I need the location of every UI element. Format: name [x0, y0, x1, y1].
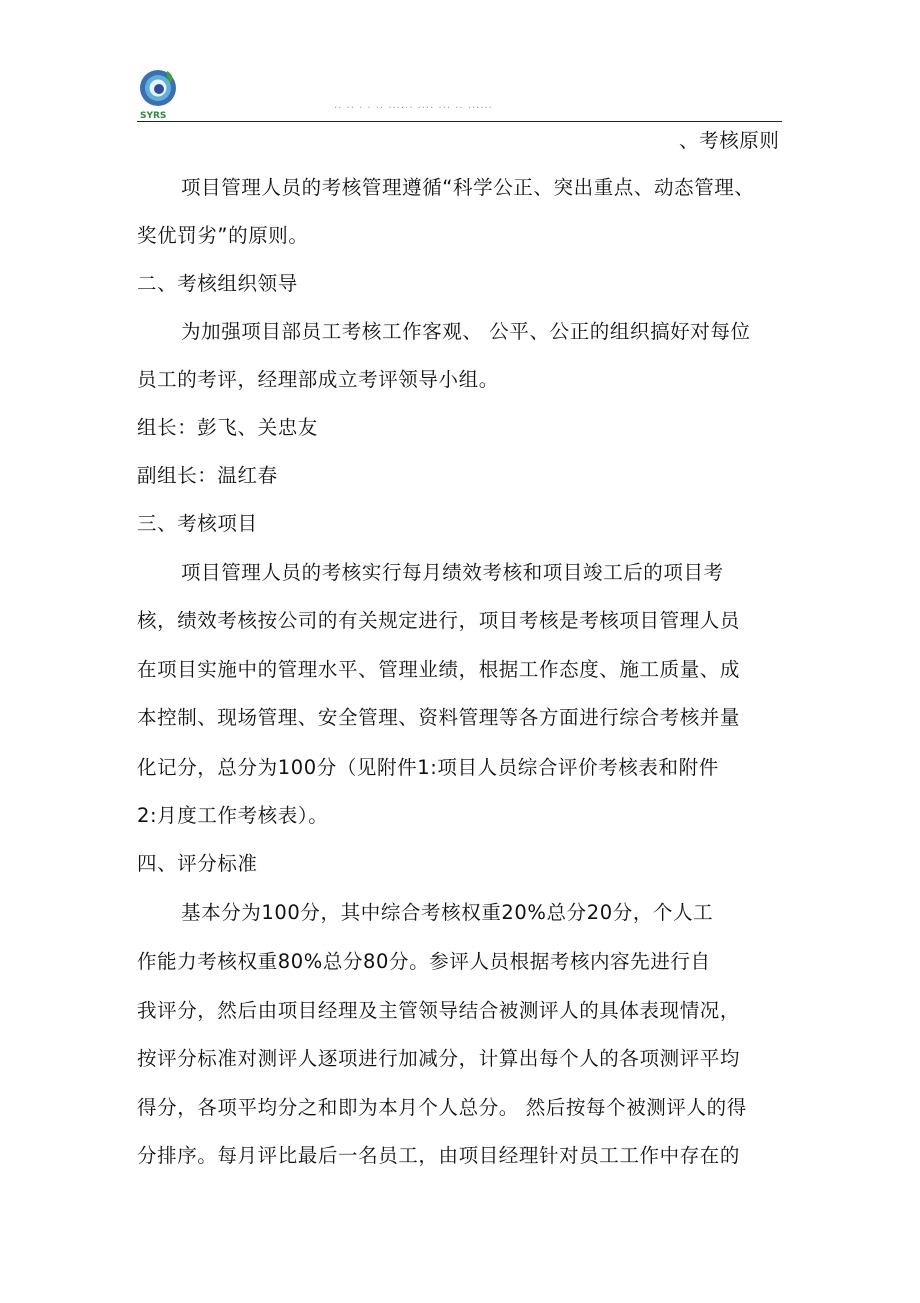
paragraph-line: 本控制、现场管理、安全管理、资料管理等各方面进行综合考核并量: [137, 706, 741, 729]
section-heading-principle: 、考核原则: [679, 129, 780, 152]
paragraph-line: 项目管理人员的考核管理遵循“科学公正、突出重点、动态管理、: [181, 176, 755, 199]
section-heading-items: 三、考核项目: [137, 512, 258, 535]
paragraph-line: 在项目实施中的管理水平、管理业绩，根据工作态度、施工质量、成: [137, 658, 741, 681]
team-leader-line: 组长：彭飞、关忠友: [137, 416, 318, 439]
company-logo-icon: [137, 68, 181, 120]
logo-text: SYRS: [140, 111, 167, 120]
paragraph-line: 基本分为100分，其中综合考核权重20%总分20分，个人工: [181, 901, 714, 924]
paragraph-line: 2:月度工作考核表）。: [137, 804, 329, 827]
header-running-text: ·· ·· · · ·· ······ ···· ··· ·· ······: [334, 103, 493, 114]
paragraph-line: 化记分，总分为100分（见附件1:项目人员综合评价考核表和附件: [137, 756, 719, 779]
deputy-leader-line: 副组长：温红春: [137, 464, 278, 487]
section-heading-scoring: 四、评分标准: [137, 852, 258, 875]
paragraph-line: 作能力考核权重80%总分80分。参评人员根据考核内容先进行自: [137, 950, 711, 973]
paragraph-line: 核，绩效考核按公司的有关规定进行，项目考核是考核项目管理人员: [137, 609, 741, 632]
header-rule: [137, 121, 782, 122]
paragraph-line: 分排序。每月评比最后一名员工，由项目经理针对员工工作中存在的: [137, 1144, 741, 1167]
paragraph-line: 我评分，然后由项目经理及主管领导结合被测评人的具体表现情况，: [137, 999, 741, 1022]
paragraph-line: 奖优罚劣”的原则。: [137, 224, 309, 247]
paragraph-line: 得分，各项平均分之和即为本月个人总分。 然后按每个被测评人的得: [137, 1096, 747, 1119]
section-heading-organization: 二、考核组织领导: [137, 272, 298, 295]
paragraph-line: 项目管理人员的考核实行每月绩效考核和项目竣工后的项目考: [181, 561, 724, 584]
paragraph-line: 员工的考评，经理部成立考评领导小组。: [137, 368, 499, 391]
paragraph-line: 按评分标准对测评人逐项进行加减分，计算出每个人的各项测评平均: [137, 1047, 741, 1070]
paragraph-line: 为加强项目部员工考核工作客观、 公平、公正的组织搞好对每位: [181, 320, 751, 343]
